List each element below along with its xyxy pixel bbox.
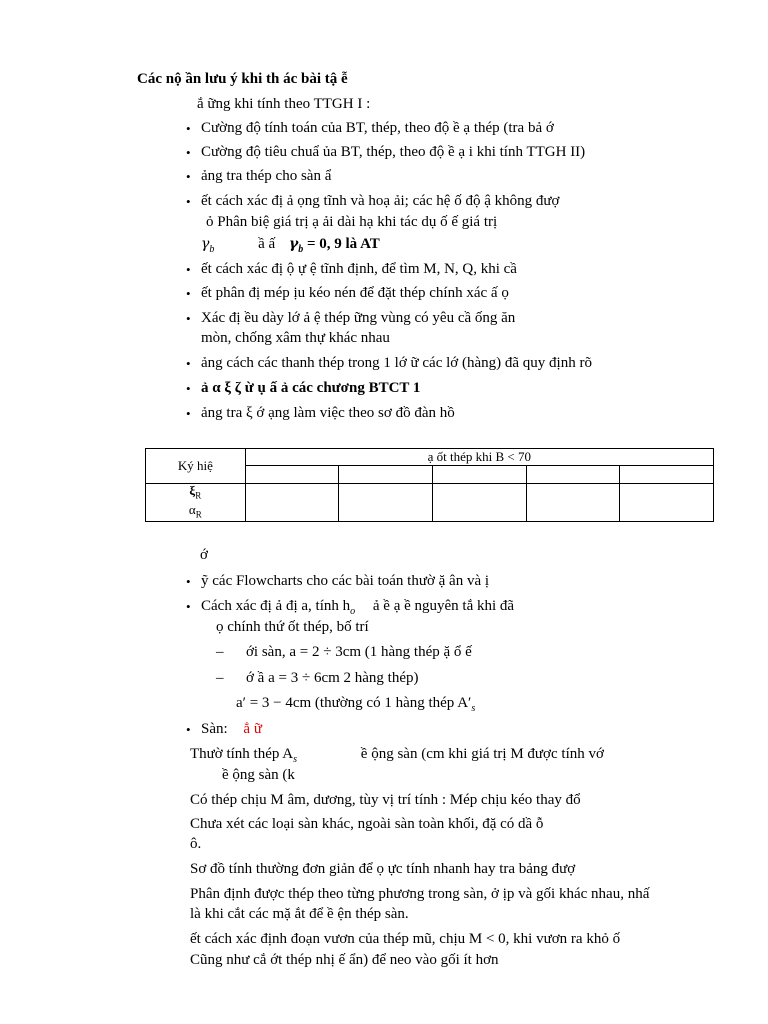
list-item: ả α ξ ζ ừ ụ ấ ả các chương BTCT 1 xyxy=(201,380,421,396)
alpha-subscript: R xyxy=(195,509,202,520)
gamma-subscript: b xyxy=(209,244,215,255)
list-item: ết phân đị mép ịu kéo nén để đặt thép chính xác ấ ọ xyxy=(201,285,509,301)
dash-icon: – xyxy=(216,670,224,686)
paragraph: Chưa xét các loại sàn khác, ngoài sàn toàn khối, đặ có dầ ỗ xyxy=(190,816,544,832)
formula-value: = 0, 9 là AT xyxy=(306,236,380,252)
dash-icon: – xyxy=(216,644,224,660)
symbol-table xyxy=(145,448,714,522)
table-cell xyxy=(339,466,433,484)
as-subscript: s xyxy=(293,754,298,765)
bullet-icon: • xyxy=(186,356,191,371)
bullet-icon: • xyxy=(186,262,191,277)
table-cell xyxy=(526,466,620,484)
bullet-icon: • xyxy=(186,311,191,326)
san-red-text: ẳ ữ xyxy=(243,721,262,737)
table-cell xyxy=(432,484,526,522)
list-item-formula xyxy=(201,235,380,259)
table-cell xyxy=(432,466,526,484)
table-cell xyxy=(245,484,339,522)
paragraph: ô. xyxy=(190,836,202,852)
table-header-cell: Ký hiệ xyxy=(146,449,246,484)
xi-subscript: R xyxy=(195,490,202,501)
paragraph: ết cách xác định đoạn vươn của thép mũ, chịu M < 0, khi vươn ra khỏ ố xyxy=(190,931,621,947)
list-item: ảng tra thép cho sàn ẩ xyxy=(201,168,332,184)
list-item: ỹ các Flowcharts cho các bài toán thườ ặ ân và ị xyxy=(201,573,490,589)
list-item: Cường độ tiêu chuẩ ủa BT, thép, theo độ ề ạ i khi tính TTGH II) xyxy=(201,144,586,160)
list-item: ảng cách các thanh thép trong 1 lớ ữ các lớ (hàng) đã quy định rõ xyxy=(201,355,592,371)
alpha-symbol: α xyxy=(188,501,196,517)
table-header-cell: ạ ốt thép khi B < 70 xyxy=(245,449,713,466)
table-cell xyxy=(339,484,433,522)
paragraph: Phân định được thép theo từng phương trong sàn, ở ịp và gối khác nhau, nhấ xyxy=(190,886,650,902)
bullet-icon: • xyxy=(186,406,191,421)
after-table-text: ớ xyxy=(200,547,208,563)
formula-text: a′ = 3 − 4cm (thường có 1 hàng thép A′ xyxy=(236,695,472,711)
list-item-continued: mòn, chống xâm thự khác nhau xyxy=(201,330,390,346)
paragraph: Có thép chịu M âm, dương, tùy vị trí tính : Mép chịu kéo thay đổ xyxy=(190,792,581,808)
bullet-icon: • xyxy=(186,121,191,136)
formula-line xyxy=(236,694,475,718)
bullet-icon: • xyxy=(186,722,191,737)
bullet-icon: • xyxy=(186,194,191,209)
list-item: Xác đị ều dày lớ ả ệ thép ững vùng có yêu cầ ống ăn xyxy=(201,310,516,326)
list-item: Cường độ tính toán của BT, thép, theo độ ề ạ thép (tra bả ớ xyxy=(201,120,554,136)
table-row-label xyxy=(146,484,246,522)
gamma-subscript: b xyxy=(298,244,304,255)
list-item: ết cách xác đị ộ ự ệ tĩnh định, để tìm M, N, Q, khi cầ xyxy=(201,261,517,277)
paragraph: là khi cắt các mặ ắt để ề ện thép sàn. xyxy=(190,906,409,922)
list-item-continued: ọ chính thứ ốt thép, bố trí xyxy=(216,619,369,635)
list-item-text: ả ề ạ ề nguyên tắ khi đã xyxy=(372,598,515,614)
gamma-symbol: γ xyxy=(201,236,210,252)
paragraph-text: ề ộng sàn (cm khi giá trị M được tính vớ xyxy=(360,746,604,762)
table-cell xyxy=(620,466,714,484)
bullet-icon: • xyxy=(186,286,191,301)
list-item: ết cách xác đị ả ọng tĩnh và hoạ ải; các hệ ố độ ậ không đượ xyxy=(201,193,560,209)
h-subscript: o xyxy=(350,606,356,617)
list-item: ảng tra ξ ớ ạng làm việc theo sơ đồ đàn hồ xyxy=(201,405,455,421)
bullet-icon: • xyxy=(186,599,191,614)
san-label: Sàn: xyxy=(201,721,228,737)
list-item xyxy=(201,720,262,738)
bullet-icon: • xyxy=(186,145,191,160)
formula-text: ầ ấ xyxy=(258,236,276,252)
paragraph: Sơ đồ tính thường đơn giản để ọ ực tính nhanh hay tra bảng đượ xyxy=(190,861,576,877)
page-title: Các nộ ần lưu ý khi th ác bài tậ ễ xyxy=(137,71,348,87)
bullet-icon: • xyxy=(186,169,191,184)
table-cell xyxy=(245,466,339,484)
xi-symbol: ξ xyxy=(189,483,196,498)
gamma-symbol: γ xyxy=(288,236,299,252)
dash-item: ớ ầ a = 3 ÷ 6cm 2 hàng thép) xyxy=(246,670,419,686)
list-item-continued: ỏ Phân biệ giá trị ạ ải dài hạ khi tác dụ ố ế giá trị xyxy=(206,214,498,230)
table-cell xyxy=(526,484,620,522)
table-cell xyxy=(620,484,714,522)
list-item-text: Cách xác đị ả đị a, tính h xyxy=(201,598,351,614)
bullet-icon: • xyxy=(186,574,191,589)
paragraph: ề ộng sàn (k xyxy=(222,767,295,783)
bullet-icon: • xyxy=(186,381,191,396)
a-subscript: s xyxy=(471,703,476,714)
paragraph-text: Thườ tính thép A xyxy=(190,746,294,762)
paragraph: Cũng như cắ ớt thép nhị ế ẩn) để neo vào gối ít hơn xyxy=(190,952,499,968)
dash-item: ới sàn, a = 2 ÷ 3cm (1 hàng thép ặ ổ ế xyxy=(246,644,472,660)
subtitle: ắ ững khi tính theo TTGH I : xyxy=(197,96,371,112)
